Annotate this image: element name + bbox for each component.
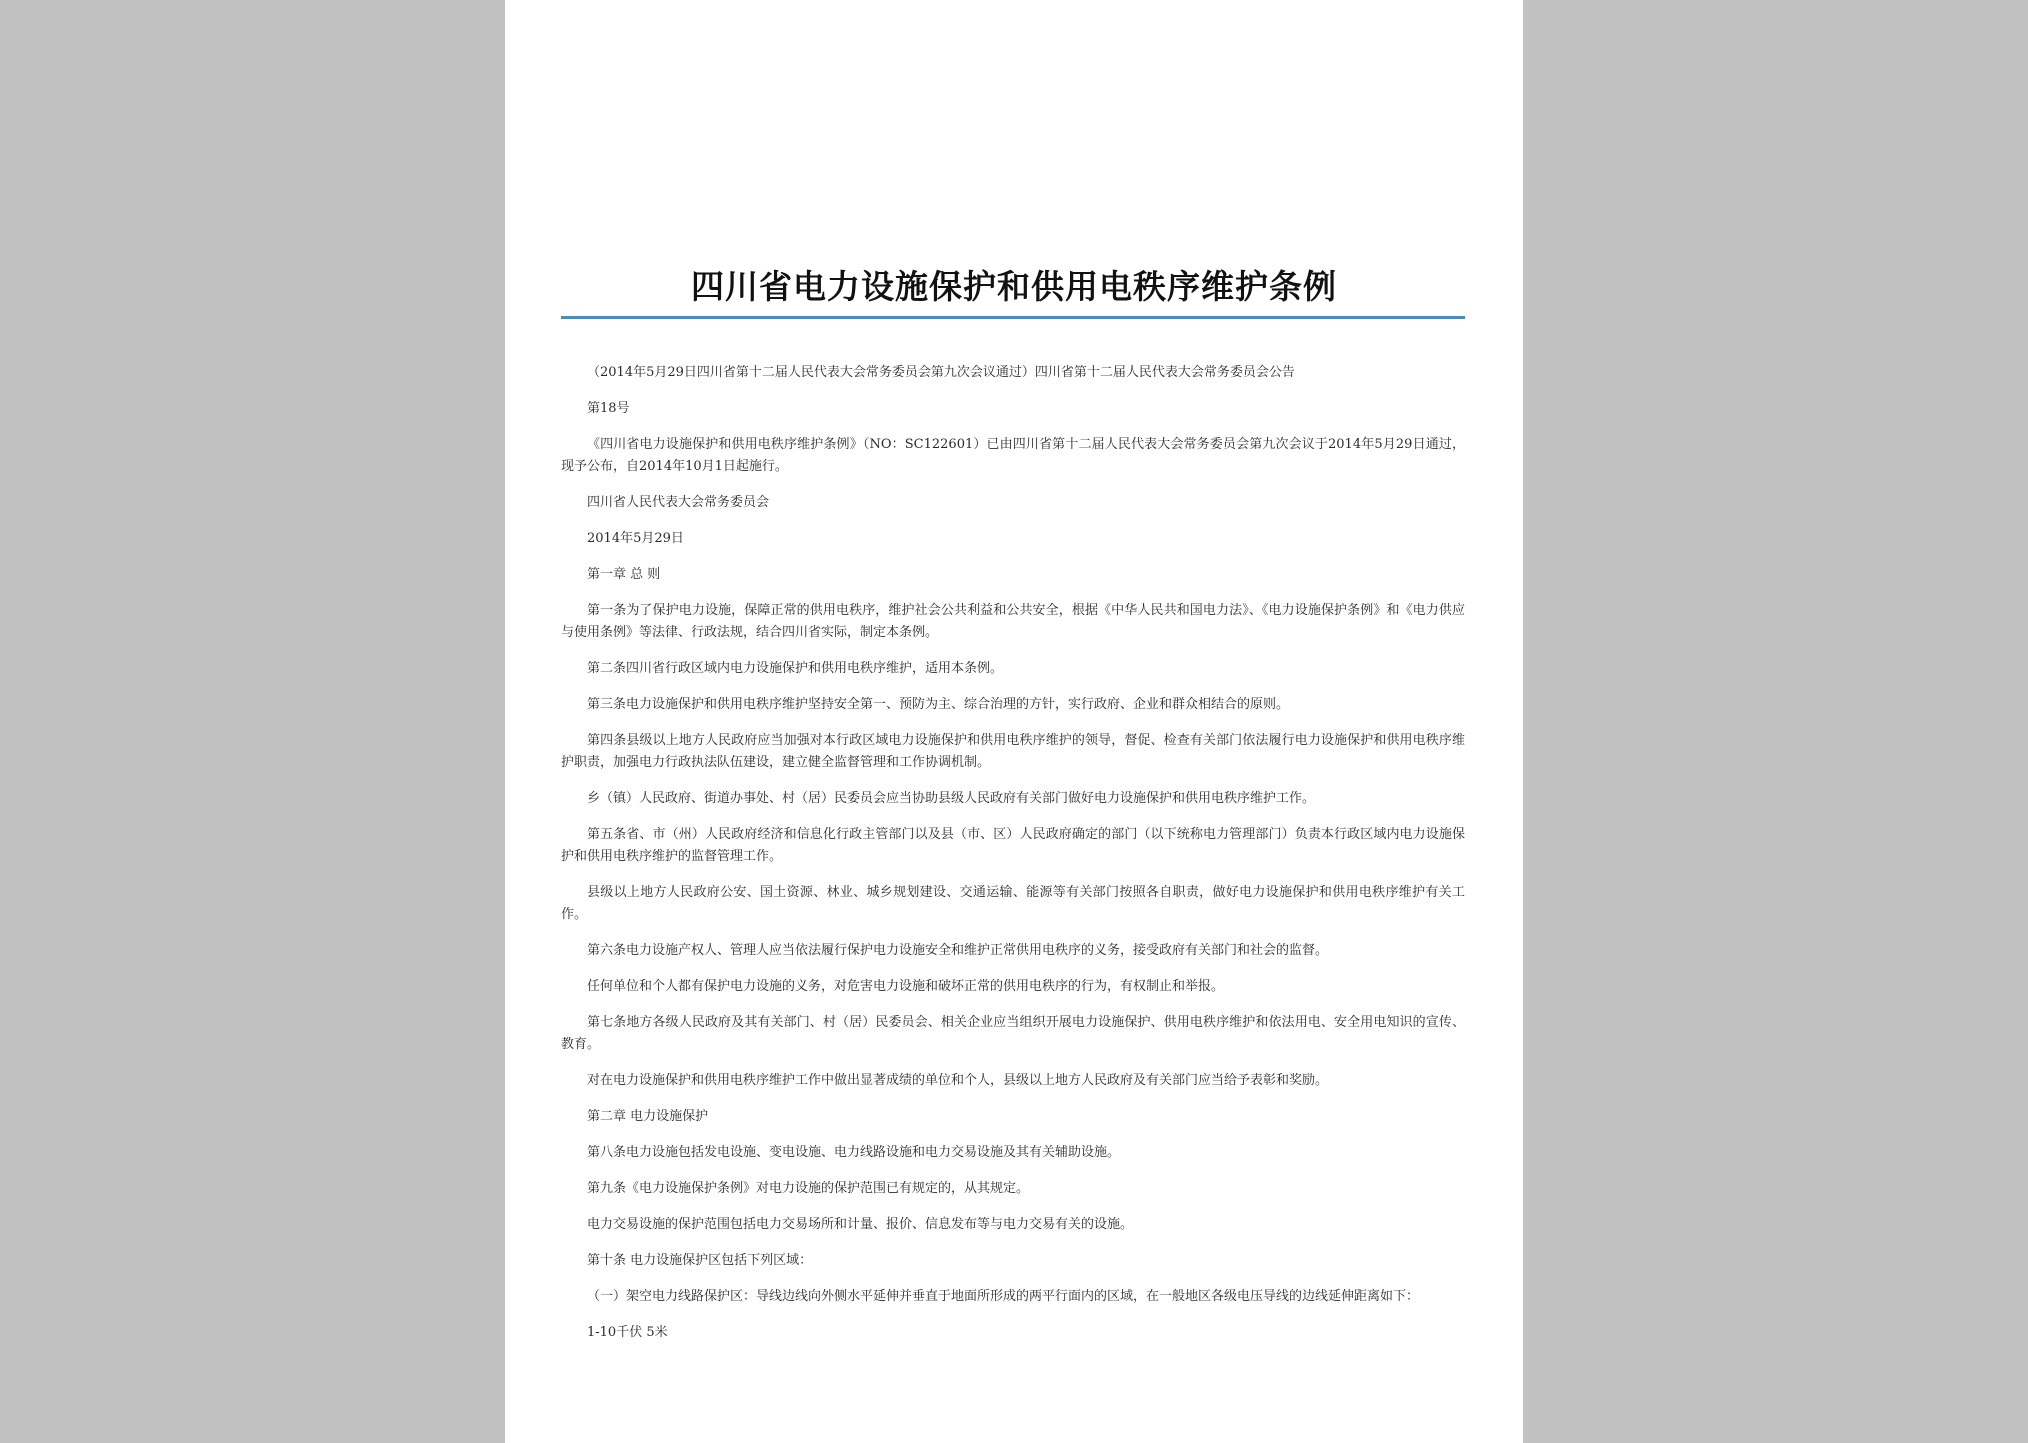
body-paragraph: 第三条电力设施保护和供用电秩序维护坚持安全第一、预防为主、综合治理的方针，实行政府、企业和群众相结合的原则。 bbox=[587, 697, 1290, 712]
body-paragraph: （一）架空电力线路保护区：导线边线向外侧水平延伸并垂直于地面所形成的两平行面内的区域，在一般地区各级电压导线的边线延伸距离如下： bbox=[587, 1289, 1420, 1304]
body-paragraph: 任何单位和个人都有保护电力设施的义务，对危害电力设施和破坏正常的供用电秩序的行为，有权制止和举报。 bbox=[587, 979, 1225, 994]
body-paragraph: 第九条《电力设施保护条例》对电力设施的保护范围已有规定的，从其规定。 bbox=[587, 1181, 1030, 1196]
body-paragraph: 四川省人民代表大会常务委员会 bbox=[587, 495, 770, 510]
document-body bbox=[561, 362, 1465, 1358]
body-paragraph: 第六条电力设施产权人、管理人应当依法履行保护电力设施安全和维护正常供用电秩序的义务，接受政府有关部门和社会的监督。 bbox=[587, 943, 1329, 958]
body-paragraph: 对在电力设施保护和供用电秩序维护工作中做出显著成绩的单位和个人，县级以上地方人民政府及有关部门应当给予表彰和奖励。 bbox=[587, 1073, 1329, 1088]
document-title: 四川省电力设施保护和供用电秩序维护条例 bbox=[691, 267, 1337, 306]
document-page bbox=[505, 0, 1523, 1443]
body-paragraph: 第十条 电力设施保护区包括下列区域： bbox=[587, 1253, 813, 1268]
body-paragraph: 第八条电力设施包括发电设施、变电设施、电力线路设施和电力交易设施及其有关辅助设施。 bbox=[587, 1145, 1121, 1160]
body-paragraph: 第二章 电力设施保护 bbox=[587, 1109, 709, 1124]
body-paragraph: 第18号 bbox=[587, 401, 630, 416]
body-paragraph: 第一条为了保护电力设施，保障正常的供用电秩序，维护社会公共利益和公共安全，根据《中华人民共和国电力法》、《电力设施保护条例》和《电力供应与使用条例》等法律、行政法规，结合四川省实际，制定本条例。 bbox=[561, 603, 1465, 640]
body-paragraph: 电力交易设施的保护范围包括电力交易场所和计量、报价、信息发布等与电力交易有关的设施。 bbox=[587, 1217, 1134, 1232]
body-paragraph: 第七条地方各级人民政府及其有关部门、村（居）民委员会、相关企业应当组织开展电力设施保护、供用电秩序维护和依法用电、安全用电知识的宣传、教育。 bbox=[561, 1015, 1465, 1052]
title-divider bbox=[561, 316, 1465, 319]
body-paragraph: 县级以上地方人民政府公安、国土资源、林业、城乡规划建设、交通运输、能源等有关部门按照各自职责，做好电力设施保护和供用电秩序维护有关工作。 bbox=[561, 885, 1465, 922]
body-paragraph: 1-10千伏 5米 bbox=[587, 1325, 668, 1340]
body-paragraph: 第二条四川省行政区域内电力设施保护和供用电秩序维护，适用本条例。 bbox=[587, 661, 1004, 676]
body-paragraph: 第五条省、市（州）人民政府经济和信息化行政主管部门以及县（市、区）人民政府确定的部门（以下统称电力管理部门）负责本行政区域内电力设施保护和供用电秩序维护的监督管理工作。 bbox=[561, 827, 1465, 864]
body-paragraph: 第一章 总 则 bbox=[587, 567, 661, 582]
body-paragraph: 第四条县级以上地方人民政府应当加强对本行政区域电力设施保护和供用电秩序维护的领导，督促、检查有关部门依法履行电力设施保护和供用电秩序维护职责，加强电力行政执法队伍建设，建立健全监督管理和工作协调机制。 bbox=[561, 733, 1465, 770]
body-paragraph: 乡（镇）人民政府、街道办事处、村（居）民委员会应当协助县级人民政府有关部门做好电力设施保护和供用电秩序维护工作。 bbox=[587, 791, 1316, 806]
body-paragraph: 《四川省电力设施保护和供用电秩序维护条例》（NO：SC122601）已由四川省第十二届人民代表大会常务委员会第九次会议于2014年5月29日通过，现予公布，自2014年10月1日起施行。 bbox=[561, 437, 1465, 474]
body-paragraph: 2014年5月29日 bbox=[587, 531, 684, 546]
body-paragraph: （2014年5月29日四川省第十二届人民代表大会常务委员会第九次会议通过）四川省第十二届人民代表大会常务委员会公告 bbox=[587, 365, 1295, 380]
